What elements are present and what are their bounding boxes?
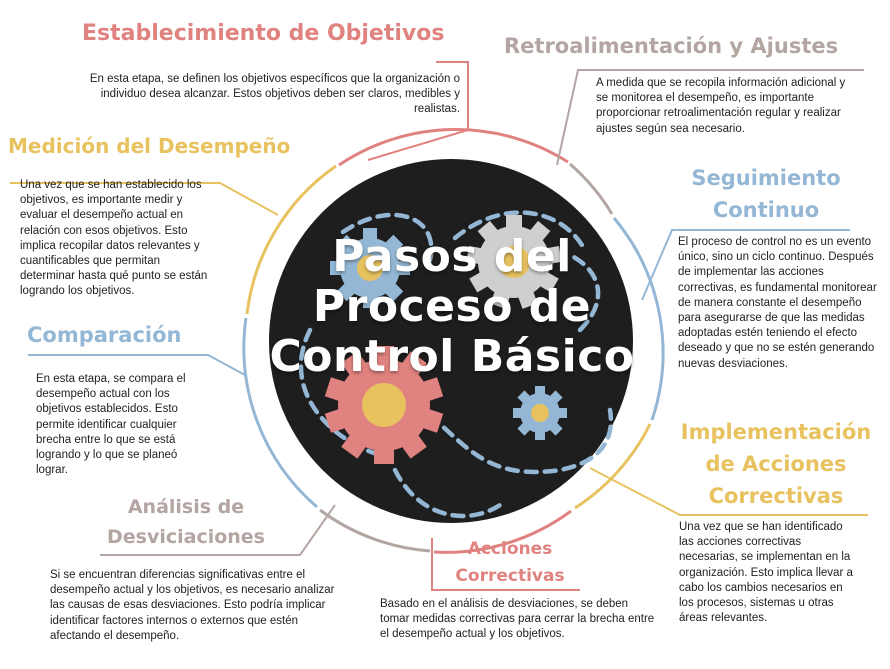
gear-icon-blue-small bbox=[513, 386, 567, 440]
text-comparacion: En esta etapa, se compara el desempeño actual con los objetivos establecidos. Esto permite identificar cualquier brecha entre lo que se está logrando y lo que se planeó lograr. bbox=[36, 373, 186, 477]
title-acciones-correctivas: Acciones Correctivas bbox=[455, 539, 565, 586]
title-comparacion: Comparación bbox=[27, 323, 182, 347]
title-analisis-desviaciones: Análisis de Desviciaciones bbox=[106, 496, 265, 548]
text-analisis-desviaciones: Si se encuentran diferencias significativas entre el desempeño actual y los objetivos, es necesario analizar las causas de esas desviaciones. Esto podría implicar identificar factores internos o externos que estén afectando el desempeño. bbox=[50, 569, 335, 642]
text-implementacion: Una vez que se han identificado las acciones correctivas necesarias, se implementan en la organización. Esto implica llevar a cabo los cambios necesarios en los procesos, sistemas u otras áreas relevantes. bbox=[679, 521, 853, 625]
center-title: Pasos del Proceso de Control Básico bbox=[269, 231, 635, 382]
text-establecimiento-objetivos: En esta etapa, se definen los objetivos específicos que la organización o individuo desea alcanzar. Estos objetivos deben ser claros, medibles y realistas. bbox=[89, 73, 460, 116]
title-medicion-desempeno: Medición del Desempeño bbox=[8, 134, 291, 158]
title-seguimiento-continuo: Seguimiento Continuo bbox=[691, 166, 841, 222]
title-implementacion: Implementación de Acciones Correctivas bbox=[680, 420, 872, 508]
text-seguimiento-continuo: El proceso de control no es un evento único, sino un ciclo continuo. Después de implementar las acciones correctivas, es fundamental monitorear de manera constante el desempeño para asegurarse de que las medidas adoptadas estén teniendo el efecto deseado y que no se estén generando nuevas desviaciones. bbox=[678, 236, 877, 370]
text-acciones-correctivas: Basado en el análisis de desviaciones, se deben tomar medidas correctivas para cerrar la brecha entre el desempeño actual y los objetivos. bbox=[380, 598, 655, 641]
text-retroalimentacion: A medida que se recopila información adicional y se monitorea el desempeño, es importante proporcionar retroalimentación regular y realizar ajustes según sea necesario. bbox=[596, 77, 846, 135]
ring-arc-taupe-right bbox=[570, 164, 612, 214]
title-retroalimentacion: Retroalimentación y Ajustes bbox=[504, 34, 839, 58]
text-medicion-desempeno: Una vez que se han establecido los objetivos, es importante medir y evaluar el desempeño actual en relación con esos objetivos. Esto implica recopilar datos relevantes y cuantificables que permitan determinar hasta qué punto se están logrando los objetivos. bbox=[20, 179, 208, 298]
title-establecimiento-objetivos: Establecimiento de Objetivos bbox=[82, 21, 445, 46]
